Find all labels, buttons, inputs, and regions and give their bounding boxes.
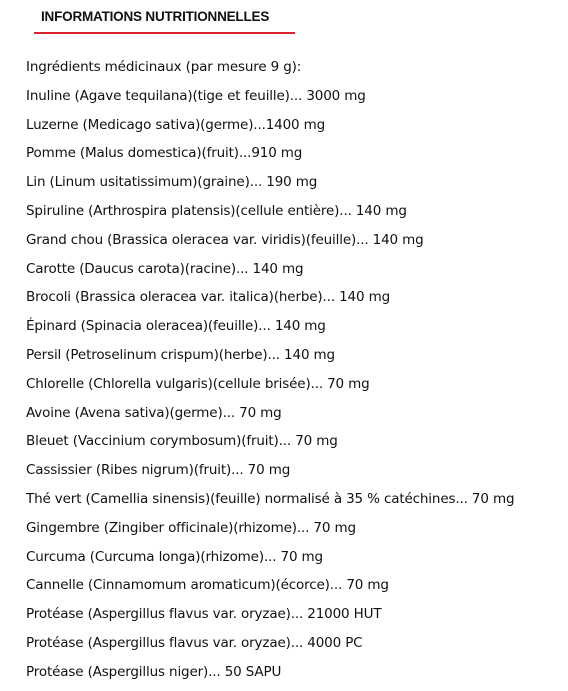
ingredient-item: Chlorelle (Chlorella vulgaris)(cellule brisée)... 70 mg — [26, 375, 370, 392]
ingredient-item: Bleuet (Vaccinium corymbosum)(fruit)... 70 mg — [26, 433, 338, 450]
section-underline — [34, 32, 295, 34]
ingredient-item: Gingembre (Zingiber officinale)(rhizome)... 70 mg — [26, 519, 356, 536]
ingredient-item: Protéase (Aspergillus flavus var. oryzae)... 21000 HUT — [26, 606, 382, 623]
ingredient-item: Avoine (Avena sativa)(germe)... 70 mg — [26, 404, 282, 421]
ingredients-intro: Ingrédients médicinaux (par mesure 9 g): — [26, 59, 302, 75]
section-tab[interactable] — [34, 0, 295, 34]
ingredient-item: Carotte (Daucus carota)(racine)... 140 mg — [26, 260, 304, 277]
ingredient-item: Persil (Petroselinum crispum)(herbe)... 140 mg — [26, 346, 335, 363]
ingredient-list — [26, 57, 514, 691]
ingredient-item: Spiruline (Arthrospira platensis)(cellule entière)... 140 mg — [26, 202, 407, 219]
ingredient-item: Protéase (Aspergillus flavus var. oryzae)... 4000 PC — [26, 634, 363, 651]
ingredient-item: Pomme (Malus domestica)(fruit)...910 mg — [26, 145, 303, 162]
ingredient-item: Luzerne (Medicago sativa)(germe)...1400 mg — [26, 116, 326, 133]
ingredient-item: Lin (Linum usitatissimum)(graine)... 190 mg — [26, 174, 318, 191]
ingredient-item: Thé vert (Camellia sinensis)(feuille) normalisé à 35 % catéchines... 70 mg — [26, 490, 515, 507]
ingredient-item: Brocoli (Brassica oleracea var. italica)(herbe)... 140 mg — [26, 289, 390, 306]
ingredient-item: Cassissier (Ribes nigrum)(fruit)... 70 mg — [26, 462, 291, 479]
ingredient-item: Épinard (Spinacia oleracea)(feuille)... 140 mg — [26, 318, 326, 335]
ingredient-item: Curcuma (Curcuma longa)(rhizome)... 70 mg — [26, 548, 323, 565]
ingredient-item: Protéase (Aspergillus niger)... 50 SAPU — [26, 663, 282, 680]
ingredient-item: Grand chou (Brassica oleracea var. viridis)(feuille)... 140 mg — [26, 231, 424, 248]
ingredient-item: Inuline (Agave tequilana)(tige et feuille)... 3000 mg — [26, 87, 366, 104]
ingredient-item: Cannelle (Cinnamomum aromaticum)(écorce)... 70 mg — [26, 577, 389, 594]
section-title: INFORMATIONS NUTRITIONNELLES — [41, 9, 270, 24]
